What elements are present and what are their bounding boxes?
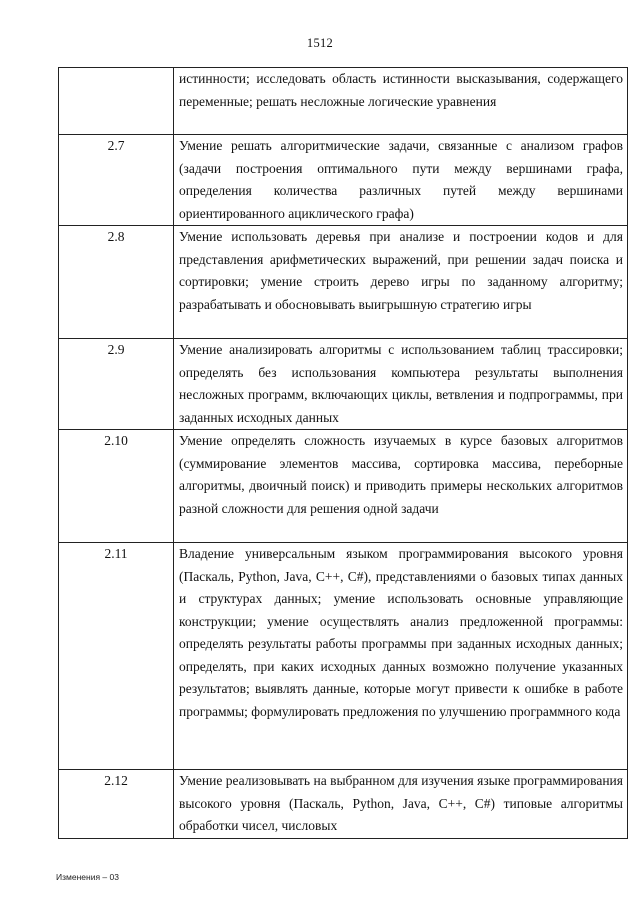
row-description: Умение анализировать алгоритмы с использованием таблиц трассировки; определять без использования компьютера результаты выполнения несложных программ, включающих циклы, ветвления и подпрограммы, при заданных исходных данных: [174, 339, 628, 430]
row-number: 2.10: [59, 430, 174, 543]
row-description: Умение реализовывать на выбранном для изучения языке программирования высокого уровня (Паскаль, Python, Java, C++, C#) типовые алгоритмы обработки чисел, числовых: [174, 770, 628, 839]
row-number: 2.8: [59, 226, 174, 339]
row-number: 2.7: [59, 135, 174, 226]
table-row: [59, 135, 628, 226]
row-number: 2.9: [59, 339, 174, 430]
table-row: [59, 68, 628, 135]
page-footer: Изменения – 03: [56, 872, 119, 882]
table-row: [59, 770, 628, 839]
table-row: [59, 226, 628, 339]
row-number: 2.12: [59, 770, 174, 839]
page-number: 1512: [306, 36, 334, 50]
row-description: истинности; исследовать область истинности высказывания, содержащего переменные; решать несложные логические уравнения: [174, 68, 628, 135]
row-description: Умение использовать деревья при анализе и построении кодов и для представления арифметических выражений, при решении задач поиска и сортировки; умение строить дерево игры по заданному алгоритму; разрабатывать и обосновывать выигрышную стратегию игры: [174, 226, 628, 339]
row-description: Владение универсальным языком программирования высокого уровня (Паскаль, Python, Java, C++, C#), представлениями о базовых типах данных и структурах данных; умение использовать основные управляющие конструкции; умение осуществлять анализ предложенной программы: определять результаты работы программы при заданных исходных данных; определять, при каких исходных данных возможно получение указанных результатов; выявлять данные, которые могут привести к ошибке в работе программы; формулировать предложения по улучшению программного кода: [174, 543, 628, 770]
requirements-table: [58, 67, 628, 839]
row-description: Умение определять сложность изучаемых в курсе базовых алгоритмов (суммирование элементов массива, сортировка массива, переборные алгоритмы, двоичный поиск) и приводить примеры нескольких алгоритмов разной сложности для решения одной задачи: [174, 430, 628, 543]
row-number: 2.11: [59, 543, 174, 770]
row-description: Умение решать алгоритмические задачи, связанные с анализом графов (задачи построения оптимального пути между вершинами графа, определения количества различных путей между вершинами ориентированного ациклического графа): [174, 135, 628, 226]
table-row: [59, 339, 628, 430]
table-row: [59, 543, 628, 770]
row-number: [59, 68, 174, 135]
table-row: [59, 430, 628, 543]
